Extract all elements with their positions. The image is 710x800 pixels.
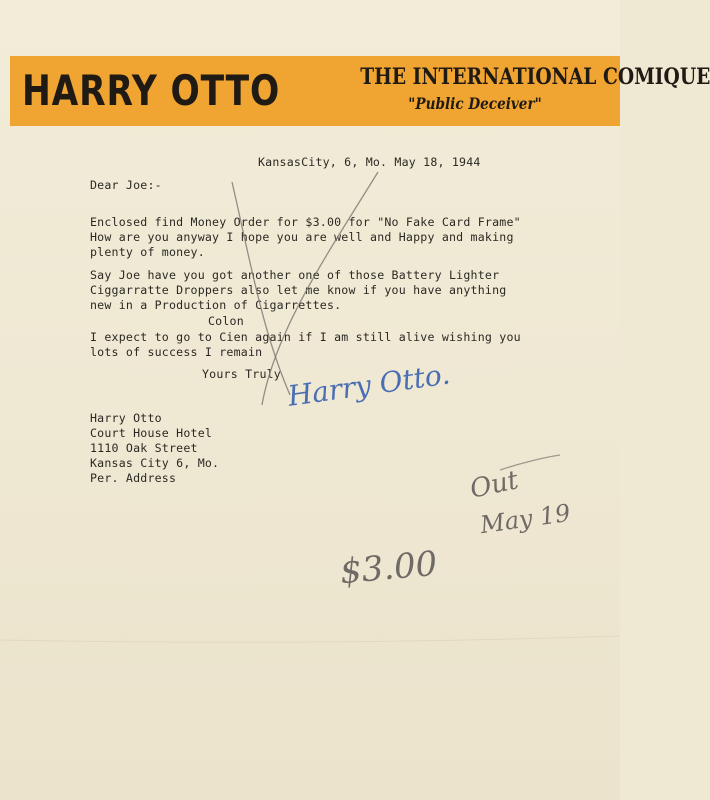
para1-line-1: Enclosed find Money Order for $3.00 for "No Fake Card Frame" <box>90 215 521 229</box>
pencil-cross-stroke-1 <box>232 182 290 395</box>
para3-line-2: lots of success I remain <box>90 345 263 359</box>
pencil-cross-stroke-2 <box>262 172 378 405</box>
address-line-3: 1110 Oak Street <box>90 441 198 455</box>
address-line-5: Per. Address <box>90 471 177 485</box>
insert-word: Colon <box>208 314 244 328</box>
address-line-1: Harry Otto <box>90 411 162 425</box>
address-line-4: Kansas City 6, Mo. <box>90 456 220 470</box>
date-line: KansasCity, 6, Mo. May 18, 1944 <box>258 155 481 169</box>
para1-line-2: How are you anyway I hope you are well and Happy and making <box>90 230 514 244</box>
pencil-x-stroke-3 <box>500 455 560 470</box>
letterhead-title: THE INTERNATIONAL COMIQUE <box>360 64 710 90</box>
para2-line-2: Ciggarratte Droppers also let me know if you have anything <box>90 283 507 297</box>
letterhead-subtitle: "Public Deceiver" <box>408 94 542 113</box>
pencil-note-amount: $3.00 <box>338 543 439 593</box>
handwritten-signature: Harry Otto. <box>285 357 453 413</box>
para3-line-1: I expect to go to Cien again if I am still alive wishing you <box>90 330 521 344</box>
para1-line-3: plenty of money. <box>90 245 205 259</box>
pencil-note-date: May 19 <box>478 498 573 540</box>
pencil-note-out: Out <box>467 465 522 505</box>
salutation: Dear Joe:- <box>90 178 162 192</box>
closing: Yours Truly <box>202 367 281 381</box>
paper-fold-shadow <box>0 636 620 642</box>
address-line-2: Court House Hotel <box>90 426 213 440</box>
para2-line-3: new in a Production of Cigarrettes. <box>90 298 342 312</box>
letterhead-name: HARRY OTTO <box>22 66 281 115</box>
para2-line-1: Say Joe have you got another one of those Battery Lighter <box>90 268 500 282</box>
